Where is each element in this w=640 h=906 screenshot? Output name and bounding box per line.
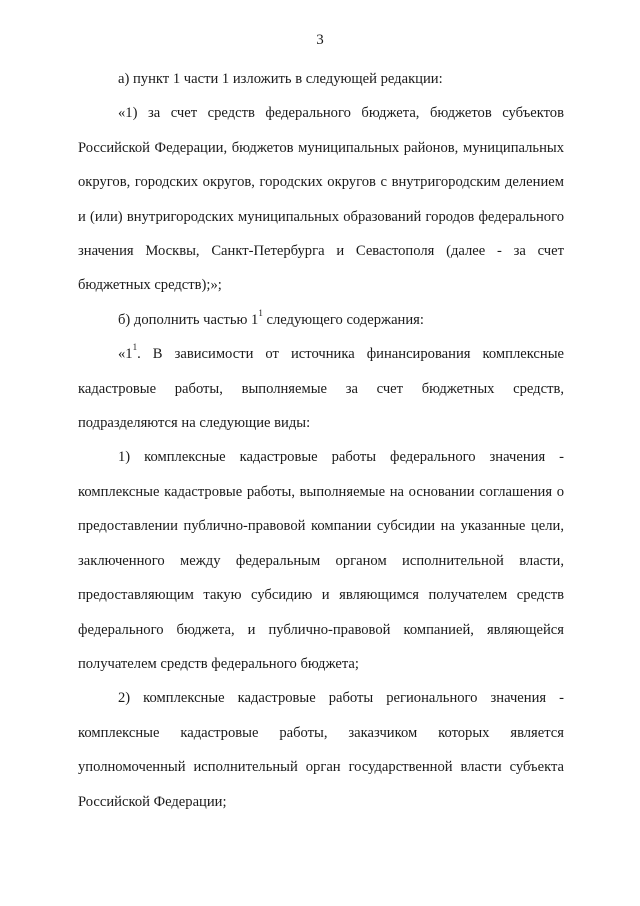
document-body — [78, 62, 564, 819]
page-number: 3 — [316, 32, 324, 48]
paragraph-clause-1: «1) за счет средств федерального бюджета, бюджетов субъектов Российской Федерации, бюджетов муниципальных районов, муниципальных округов, городских округов, городских округов с внутригородским делением и (или) внутригородских муниципальных образований городов федерального значения Москвы, Санкт-Петербурга и Севастополя (далее - за счет бюджетных средств);»; — [78, 105, 564, 294]
paragraph-part-1-1-text: . В зависимости от источника финансирования комплексные кадастровые работы, выполняемые за счет бюджетных средств, подразделяются на следующие виды: — [78, 346, 564, 432]
paragraph-list-item-1: 1) комплексные кадастровые работы федерального значения - комплексные кадастровые работы, выполняемые на основании соглашения о предоставлении публично-правовой компании субсидии на указанные цели, заключенного между федеральным органом исполнительной власти, предоставляющим такую субсидию и являющимся получателем средств федерального бюджета, и публично-правовой компанией, являющейся получателем средств федерального бюджета; — [78, 449, 564, 672]
superscript-index: 1 — [132, 342, 138, 353]
paragraph-item-b-text: б) дополнить частью 1 — [118, 311, 259, 328]
paragraph-part-1-1-start: «1 — [118, 346, 133, 363]
paragraph-part-1-1 — [78, 337, 564, 440]
paragraph-item-a: а) пункт 1 части 1 изложить в следующей редакции: — [118, 71, 443, 87]
superscript-index: 1 — [258, 307, 263, 318]
paragraph-item-b — [78, 303, 564, 337]
paragraph-item-b-text-end: следующего содержания: — [262, 311, 424, 328]
paragraph-list-item-2: 2) комплексные кадастровые работы регионального значения - комплексные кадастровые работы, заказчиком которых является уполномоченный исполнительный орган государственной власти субъекта Российской Федерации; — [78, 690, 564, 810]
